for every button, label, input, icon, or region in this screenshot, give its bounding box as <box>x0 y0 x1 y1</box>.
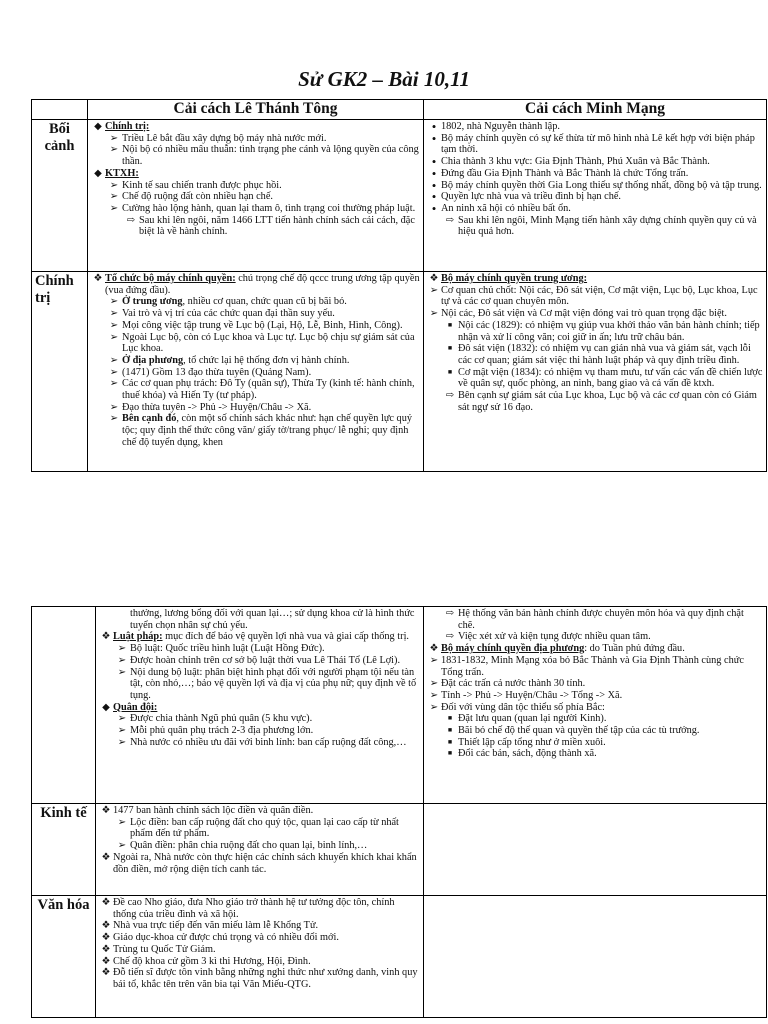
arrowhead-bullet-icon: ➢ <box>117 816 127 828</box>
list-item: ❖ Trùng tu Quốc Tử Giám. <box>99 944 420 956</box>
list-item: ➢ Bên cạnh đó, còn một số chính sách khác như: hạn chế quyền lực quý tộc; quy định thể thức công văn/ giấy tờ/trang phục/ lễ nghi; quy định chế độ tuyển dụng, khen <box>91 413 420 448</box>
list-item: ■ Đô sát viện (1832): có nhiệm vụ can gián nhà vua và giám sát, vạch lỗi các cơ quan; giám sát việc thi hành luật pháp và quy định triều đình. <box>427 343 763 366</box>
dot-bullet-icon: • <box>431 165 437 181</box>
square-bullet-icon: ■ <box>447 344 453 353</box>
list-item: ■ Nội các (1829): có nhiệm vụ giúp vua khởi thảo văn bản hành chính; tiếp nhận và xử lí công văn; coi giữ in ấn; lưu trữ châu bản. <box>427 320 763 343</box>
list-item: ➢ Vai trò và vị trí của các chức quan đại thần suy yếu. <box>91 308 420 320</box>
comparison-table-part1 <box>31 99 767 472</box>
list-item: ❖ Đỗ tiến sĩ được tôn vinh bằng những nghi thức như xướng danh, vinh quy bái tổ, khắc tên trên văn bia tại Văn Miếu-QTG. <box>99 967 420 990</box>
arrowhead-bullet-icon: ➢ <box>109 366 119 378</box>
arrowhead-bullet-icon: ➢ <box>429 654 439 666</box>
list-item: ❖ Bộ máy chính quyền trung ương: <box>427 273 763 285</box>
list-item: ◆ Chính trị: <box>91 121 420 133</box>
list-item: thưởng, lương bổng đối với quan lại…; sử dụng khoa cử là hình thức tuyển chọn nhân sự chủ yếu. <box>130 608 415 631</box>
boi-canh-mm-cell <box>424 120 767 272</box>
list-item: ◆ KTXH: <box>91 168 420 180</box>
list-item: • Quyền lực nhà vua và triều đình bị hạn chế. <box>427 191 763 203</box>
arrowhead-bullet-icon: ➢ <box>429 678 439 690</box>
list-item: ■ Đặt lưu quan (quan lại người Kinh). <box>427 713 763 725</box>
hollow-arrow-icon: ⇨ <box>445 631 455 643</box>
chinh-tri-lts-cell <box>88 272 424 472</box>
star-bullet-icon: ❖ <box>101 805 111 816</box>
list-item: ❖ Giáo dục-khoa cử được chú trọng và có nhiều đổi mới. <box>99 932 420 944</box>
arrowhead-bullet-icon: ➢ <box>109 191 119 203</box>
arrowhead-bullet-icon: ➢ <box>429 284 439 296</box>
page-title: Sử GK2 – Bài 10,11 <box>298 67 470 91</box>
arrowhead-bullet-icon: ➢ <box>109 354 119 366</box>
star-bullet-icon: ❖ <box>101 955 111 967</box>
list-item: ■ Cơ mật viện (1834): có nhiệm vụ tham mưu, tư vấn các vấn đề chiến lược về quân sự, quốc phòng, an ninh, bang giao và cả vấn đề ktxh. <box>427 367 763 390</box>
square-bullet-icon: ■ <box>447 320 453 329</box>
arrowhead-bullet-icon: ➢ <box>109 132 119 144</box>
dot-bullet-icon: • <box>431 177 437 193</box>
list-item: ➢ Đạo thừa tuyên -> Phủ -> Huyện/Châu -> Xã. <box>91 402 420 414</box>
arrowhead-bullet-icon: ➢ <box>109 378 119 390</box>
diamond-bullet-icon: ◆ <box>94 167 102 179</box>
list-item: ➢ Nội các, Đô sát viện và Cơ mật viện đóng vai trò quan trọng đặc biệt. <box>427 308 763 320</box>
list-item: • 1802, nhà Nguyễn thành lập. <box>427 121 763 133</box>
list-item: ➢ Cơ quan chủ chốt: Nội các, Đô sát viện, Cơ mật viện, Lục bộ, Lục khoa, Lục tự và các cơ quan chuyên môn. <box>427 285 763 308</box>
list-item: ⇨ Bên cạnh sự giám sát của Lục khoa, Lục bộ và các cơ quan còn có Giám sát ngự sử 16 đạo. <box>427 390 763 413</box>
list-item: • An ninh xã hội có nhiều bất ổn. <box>427 203 763 215</box>
row-label-chinh-tri-cont <box>32 607 96 804</box>
list-item: ❖ Chế độ khoa cử gồm 3 kì thi Hương, Hội, Đình. <box>99 956 420 968</box>
list-item: • Bộ máy chính quyền thời Gia Long thiếu sự thống nhất, đồng bộ và tập trung. <box>427 180 763 192</box>
arrowhead-bullet-icon: ➢ <box>109 144 119 156</box>
arrowhead-bullet-icon: ➢ <box>429 701 439 713</box>
list-item: ➢ Mọi công việc tập trung về Lục bộ (Lại, Hộ, Lễ, Binh, Hình, Công). <box>91 320 420 332</box>
arrowhead-bullet-icon: ➢ <box>117 654 127 666</box>
list-item: ➢ Kinh tế sau chiến tranh được phục hồi. <box>91 180 420 192</box>
arrowhead-bullet-icon: ➢ <box>109 413 119 425</box>
list-item: ➢ Ở trung ương, nhiều cơ quan, chức quan cũ bị bãi bỏ. <box>91 296 420 308</box>
list-item: ❖ Luật pháp: mục đích để bảo vệ quyền lợi nhà vua và giai cấp thống trị. <box>99 631 420 643</box>
star-bullet-icon: ❖ <box>101 943 111 955</box>
comparison-table-part2 <box>31 606 767 1018</box>
table-row <box>32 120 767 272</box>
list-item: ➢ Được hoàn chỉnh trên cơ sở bộ luật thời vua Lê Thái Tổ (Lê Lợi). <box>99 655 420 667</box>
list-item: ➢ Mỗi phủ quân phụ trách 2-3 địa phương lớn. <box>99 725 420 737</box>
list-item: ➢ 1831-1832, Minh Mạng xóa bỏ Bắc Thành và Gia Định Thành cùng chức Tổng trấn. <box>427 655 763 678</box>
kinh-te-mm-cell <box>424 804 767 896</box>
star-bullet-icon: ❖ <box>101 920 111 932</box>
arrowhead-bullet-icon: ➢ <box>109 401 119 413</box>
van-hoa-mm-cell <box>424 896 767 1018</box>
list-item: ■ Bãi bỏ chế độ thế quan và quyền thế tập của các tù trưởng. <box>427 725 763 737</box>
list-item: ➢ Đặt các trấn cả nước thành 30 tỉnh. <box>427 678 763 690</box>
chinh-tri-mm-cell <box>424 272 767 472</box>
list-item: ➢ Cường hào lộng hành, quan lại tham ô, tình trạng coi thường pháp luật. <box>91 203 420 215</box>
list-item: ❖ Đề cao Nho giáo, đưa Nho giáo trở thành hệ tư tưởng độc tôn, chính thống của triều đình và xã hội. <box>99 897 420 920</box>
table-row <box>32 272 767 472</box>
list-item: ➢ Được chia thành Ngũ phủ quân (5 khu vực). <box>99 713 420 725</box>
arrowhead-bullet-icon: ➢ <box>429 308 439 320</box>
dot-bullet-icon: • <box>431 200 437 216</box>
list-item: ⇨ Việc xét xử và kiện tụng được nhiều quan tâm. <box>427 631 763 643</box>
arrowhead-bullet-icon: ➢ <box>117 713 127 725</box>
list-item: ⇨ Hệ thống văn bản hành chính được chuyên môn hóa và quy định chặt chẽ. <box>427 608 763 631</box>
empty-header-cell <box>32 100 88 120</box>
star-bullet-icon: ❖ <box>101 851 111 863</box>
list-item: ➢ Tỉnh -> Phủ -> Huyện/Châu -> Tổng -> Xã. <box>427 690 763 702</box>
square-bullet-icon: ■ <box>447 749 453 758</box>
arrowhead-bullet-icon: ➢ <box>109 319 119 331</box>
arrowhead-bullet-icon: ➢ <box>109 296 119 308</box>
list-item: ❖ Tổ chức bộ máy chính quyền: chú trọng chế độ qccc trung ương tập quyền (vua đứng đầu). <box>91 273 420 296</box>
star-bullet-icon: ❖ <box>429 643 439 655</box>
hollow-arrow-icon: ⇨ <box>445 390 455 402</box>
list-item: ❖ Ngoài ra, Nhà nước còn thực hiện các chính sách khuyến khích khai khẩn đồn điền, mở rộng diện tích canh tác. <box>99 852 420 875</box>
arrowhead-bullet-icon: ➢ <box>429 689 439 701</box>
list-item: • Chia thành 3 khu vực: Gia Định Thành, Phú Xuân và Bắc Thành. <box>427 156 763 168</box>
header-le-thanh-tong: Cải cách Lê Thánh Tông <box>88 100 424 120</box>
chinh-tri-mm-cont-cell <box>424 607 767 804</box>
arrowhead-bullet-icon: ➢ <box>109 202 119 214</box>
list-item: ➢ Bộ luật: Quốc triều hình luật (Luật Hồng Đức). <box>99 643 420 655</box>
arrowhead-bullet-icon: ➢ <box>117 643 127 655</box>
arrowhead-bullet-icon: ➢ <box>117 725 127 737</box>
list-item: • Bộ máy chính quyền có sự kế thừa từ mô hình nhà Lê kết hợp với biện pháp tạm thời. <box>427 133 763 156</box>
list-item: ■ Đổi các bản, sách, động thành xã. <box>427 748 763 760</box>
table-row <box>32 607 767 804</box>
list-item: ➢ Lộc điền: ban cấp ruộng đất cho quý tộc, quan lại cao cấp từ nhất phẩm đến tứ phẩm. <box>99 817 420 840</box>
row-label-chinh-tri: Chính trị <box>32 272 88 472</box>
list-item: ➢ (1471) Gồm 13 đạo thừa tuyên (Quảng Nam). <box>91 367 420 379</box>
list-item: ❖ 1477 ban hành chính sách lộc điền và quân điền. <box>99 805 420 817</box>
table-header-row <box>32 100 767 120</box>
header-minh-mang: Cải cách Minh Mạng <box>424 100 767 120</box>
dot-bullet-icon: • <box>431 189 437 205</box>
arrowhead-bullet-icon: ➢ <box>117 840 127 852</box>
list-item: ➢ Chế độ ruộng đất còn nhiều hạn chế. <box>91 191 420 203</box>
star-bullet-icon: ❖ <box>429 273 439 284</box>
diamond-bullet-icon: ◆ <box>94 121 102 132</box>
star-bullet-icon: ❖ <box>101 631 111 643</box>
row-label-kinh-te: Kinh tế <box>32 804 96 896</box>
dot-bullet-icon: • <box>431 130 437 146</box>
square-bullet-icon: ■ <box>447 737 453 746</box>
hollow-arrow-icon: ⇨ <box>445 608 455 619</box>
list-item: ➢ Nội bộ có nhiều mâu thuẫn: tình trạng phe cánh và lộng quyền của công thần. <box>91 144 420 167</box>
star-bullet-icon: ❖ <box>101 932 111 944</box>
kinh-te-lts-cell <box>96 804 424 896</box>
arrowhead-bullet-icon: ➢ <box>117 666 127 678</box>
list-item: ◆ Quân đội: <box>99 702 420 714</box>
star-bullet-icon: ❖ <box>93 273 103 284</box>
star-bullet-icon: ❖ <box>101 967 111 979</box>
list-item: ➢ Triều Lê bắt đầu xây dựng bộ máy nhà nước mới. <box>91 133 420 145</box>
list-item: ➢ Ở địa phương, tổ chức lại hệ thống đơn vị hành chính. <box>91 355 420 367</box>
list-item: ➢ Quân điền: phân chia ruộng đất cho quan lại, binh lính,… <box>99 840 420 852</box>
list-item: ■ Thiết lập cấp tổng như ở miền xuôi. <box>427 737 763 749</box>
star-bullet-icon: ❖ <box>101 897 111 908</box>
dot-bullet-icon: • <box>431 119 437 134</box>
van-hoa-lts-cell <box>96 896 424 1018</box>
row-label-van-hoa: Văn hóa <box>32 896 96 1018</box>
list-item: ❖ Bộ máy chính quyền địa phương: do Tuần phủ đứng đầu. <box>427 643 763 655</box>
list-item: • Đứng đầu Gia Định Thành và Bắc Thành là chức Tổng trấn. <box>427 168 763 180</box>
row-label-boi-canh: Bối cảnh <box>32 120 88 272</box>
dot-bullet-icon: • <box>431 154 437 170</box>
list-item: ➢ Các cơ quan phụ trách: Đô Ty (quân sự), Thừa Ty (kinh tế: hành chính, thuế khóa) và Hiến Ty (tư pháp). <box>91 378 420 401</box>
square-bullet-icon: ■ <box>447 714 453 723</box>
hollow-arrow-icon: ⇨ <box>126 214 136 226</box>
table-row <box>32 896 767 1018</box>
arrowhead-bullet-icon: ➢ <box>117 736 127 748</box>
square-bullet-icon: ■ <box>447 726 453 735</box>
arrowhead-bullet-icon: ➢ <box>109 331 119 343</box>
list-item: ⇨ Sau khi lên ngôi, Minh Mạng tiến hành xây dựng chính quyền quy củ và hiệu quả hơn. <box>427 215 763 238</box>
list-item: ⇨ Sau khi lên ngôi, năm 1466 LTT tiến hành chính sách cải cách, đặc biệt là về hành chính. <box>91 215 420 238</box>
arrowhead-bullet-icon: ➢ <box>109 308 119 320</box>
list-item: ❖ Nhà vua trực tiếp đến văn miếu làm lễ Khổng Tử. <box>99 920 420 932</box>
list-item: ➢ Ngoài Lục bộ, còn có Lục khoa và Lục tự. Lục bộ chịu sự giám sát của Lục khoa. <box>91 332 420 355</box>
diamond-bullet-icon: ◆ <box>102 701 110 713</box>
arrowhead-bullet-icon: ➢ <box>109 179 119 191</box>
square-bullet-icon: ■ <box>447 367 453 376</box>
list-item: ➢ Nhà nước có nhiều ưu đãi với binh lính: ban cấp ruộng đất công,… <box>99 737 420 749</box>
table-row <box>32 804 767 896</box>
hollow-arrow-icon: ⇨ <box>445 214 455 226</box>
chinh-tri-lts-cont-cell <box>96 607 424 804</box>
list-item: ➢ Đối với vùng dân tộc thiểu số phía Bắc: <box>427 702 763 714</box>
list-item: ➢ Nội dung bộ luật: phân biệt hình phạt đối với người phạm tội nếu tàn tật, còn nhỏ,…; bảo vệ quyền lợi và địa vị của phụ nữ; quy định về tố tụng. <box>99 667 420 702</box>
boi-canh-lts-cell <box>88 120 424 272</box>
